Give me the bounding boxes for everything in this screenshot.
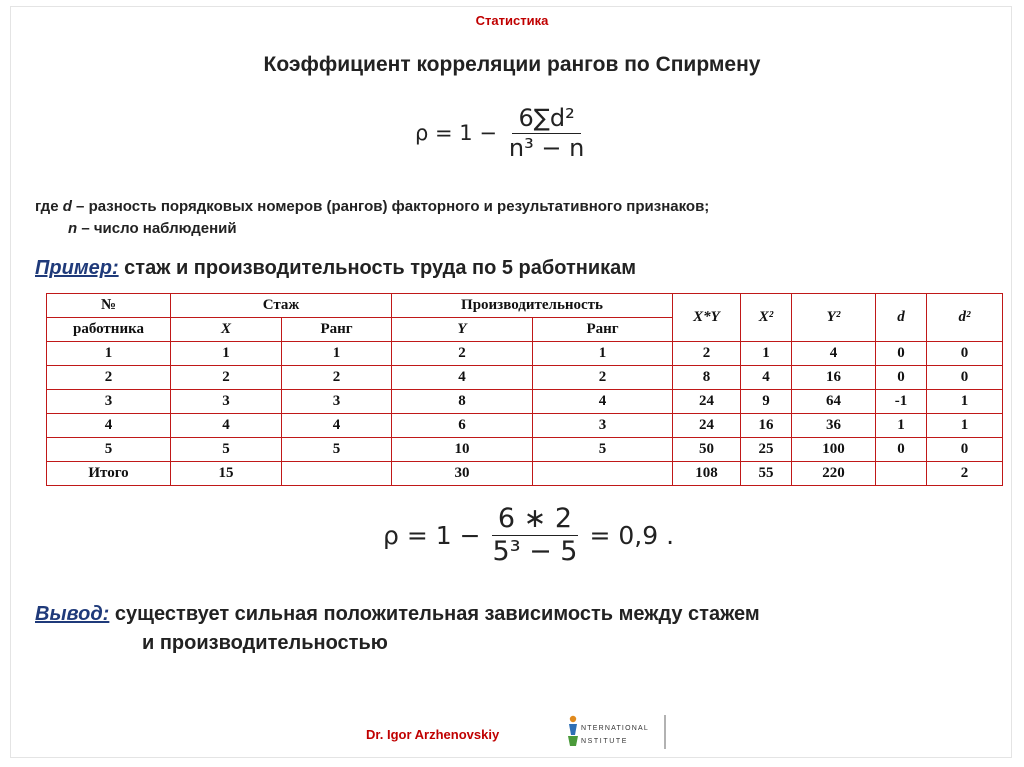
logo-figure-body: [569, 724, 577, 735]
formula-denominator: n³ − n: [508, 133, 585, 162]
header-y: Y: [392, 318, 533, 342]
symbol-n: n: [68, 220, 78, 237]
table-cell: 8: [673, 366, 741, 390]
table-row: [47, 390, 1003, 414]
table-cell: 0: [876, 366, 927, 390]
data-table: [46, 293, 1003, 486]
table-cell: 10: [392, 438, 533, 462]
slide-title: Коэффициент корреляции рангов по Спирмену: [263, 53, 761, 76]
table-cell: 108: [673, 462, 741, 486]
table-cell: 8: [392, 390, 533, 414]
result-formula: [383, 503, 674, 569]
header-rank-x: Ранг: [282, 318, 392, 342]
institute-logo: [561, 713, 669, 751]
header-x2: X²: [741, 294, 792, 342]
result-value: = 0,9 .: [589, 521, 675, 551]
table-cell: 2: [927, 462, 1003, 486]
table-cell: 0: [927, 342, 1003, 366]
table-body: [47, 342, 1003, 486]
formula-fraction: [503, 104, 590, 163]
example-heading: [35, 257, 636, 280]
logo-figure-base: [568, 736, 578, 746]
table-cell: 4: [47, 414, 171, 438]
table-cell: 6: [392, 414, 533, 438]
header-worker: работника: [47, 318, 171, 342]
result-numerator: 6 ∗ 2: [492, 503, 578, 536]
header-d2: d²: [927, 294, 1003, 342]
table-row: [47, 366, 1003, 390]
table-cell: 0: [927, 366, 1003, 390]
table-cell: 2: [392, 342, 533, 366]
conclusion-label: Вывод:: [35, 603, 110, 625]
conclusion-line-1: Вывод: существует сильная положительная зависимость между стажем: [35, 603, 760, 625]
table-cell: 9: [741, 390, 792, 414]
table-cell: 1: [741, 342, 792, 366]
table-cell: 5: [171, 438, 282, 462]
table-cell: 1: [876, 414, 927, 438]
result-fraction: [487, 503, 584, 569]
table-cell: 1: [47, 342, 171, 366]
logo-text-bottom: NSTITUTE: [581, 738, 629, 745]
table-cell: 3: [282, 390, 392, 414]
table-cell: 64: [792, 390, 876, 414]
logo-text-top: NTERNATIONAL: [581, 725, 649, 732]
table-cell: 1: [927, 390, 1003, 414]
table-cell: 2: [533, 366, 673, 390]
table-cell: 0: [876, 438, 927, 462]
header-y2: Y²: [792, 294, 876, 342]
total-row: [47, 462, 1003, 486]
author-name: Dr. Igor Arzhenovskiy: [366, 727, 500, 742]
example-label: Пример:: [35, 257, 119, 279]
table-cell: 30: [392, 462, 533, 486]
table-cell: 24: [673, 414, 741, 438]
table-cell: 2: [673, 342, 741, 366]
section-label: Статистика: [475, 13, 549, 28]
table-cell: 0: [927, 438, 1003, 462]
header-x: X: [171, 318, 282, 342]
table-cell: 0: [876, 342, 927, 366]
table-cell: 5: [47, 438, 171, 462]
header-row-1: [47, 294, 1003, 318]
logo-figure-head: [570, 716, 576, 722]
table-cell: [876, 462, 927, 486]
symbol-d: d: [62, 198, 72, 215]
table-row: [47, 438, 1003, 462]
table-cell: 220: [792, 462, 876, 486]
definition-d: где d – разность порядковых номеров (рангов) факторного и результативного признаков;: [35, 198, 710, 215]
table-row: [47, 342, 1003, 366]
header-xy: X*Y: [673, 294, 741, 342]
table-cell: 100: [792, 438, 876, 462]
table-cell: 4: [741, 366, 792, 390]
header-productivity: Производительность: [392, 294, 673, 318]
table-cell: 15: [171, 462, 282, 486]
table-cell: 4: [533, 390, 673, 414]
table-cell: Итого: [47, 462, 171, 486]
result-denominator: 5³ − 5: [492, 536, 578, 568]
table-cell: 2: [282, 366, 392, 390]
table-row: [47, 414, 1003, 438]
table-cell: [282, 462, 392, 486]
table-cell: 3: [533, 414, 673, 438]
conclusion: [35, 600, 760, 658]
table-cell: 55: [741, 462, 792, 486]
table-cell: 2: [47, 366, 171, 390]
table-cell: 1: [282, 342, 392, 366]
formula-lhs: ρ = 1 −: [415, 121, 497, 146]
header-d: d: [876, 294, 927, 342]
table-cell: 24: [673, 390, 741, 414]
table-cell: 5: [282, 438, 392, 462]
table-cell: 1: [171, 342, 282, 366]
spearman-formula: [415, 104, 596, 163]
example-text: стаж и производительность труда по 5 работникам: [118, 257, 637, 279]
result-lhs: ρ = 1 −: [383, 521, 481, 551]
table-cell: 36: [792, 414, 876, 438]
header-experience: Стаж: [171, 294, 392, 318]
table-cell: 50: [673, 438, 741, 462]
table-cell: 5: [533, 438, 673, 462]
table-cell: 16: [741, 414, 792, 438]
table-cell: 4: [792, 342, 876, 366]
table-cell: 4: [392, 366, 533, 390]
definition-n: n – число наблюдений: [68, 220, 237, 237]
table-cell: 4: [282, 414, 392, 438]
table-cell: 1: [533, 342, 673, 366]
table-cell: 1: [927, 414, 1003, 438]
table-cell: 25: [741, 438, 792, 462]
header-worker-no: №: [47, 294, 171, 318]
table-cell: 2: [171, 366, 282, 390]
conclusion-line-2: и производительностью: [142, 632, 388, 654]
table-cell: 3: [47, 390, 171, 414]
table-cell: [533, 462, 673, 486]
table-cell: 4: [171, 414, 282, 438]
definitions: [35, 196, 709, 240]
table-cell: 3: [171, 390, 282, 414]
formula-numerator: 6∑d²: [512, 104, 580, 134]
header-rank-y: Ранг: [533, 318, 673, 342]
table-cell: 16: [792, 366, 876, 390]
table-cell: -1: [876, 390, 927, 414]
